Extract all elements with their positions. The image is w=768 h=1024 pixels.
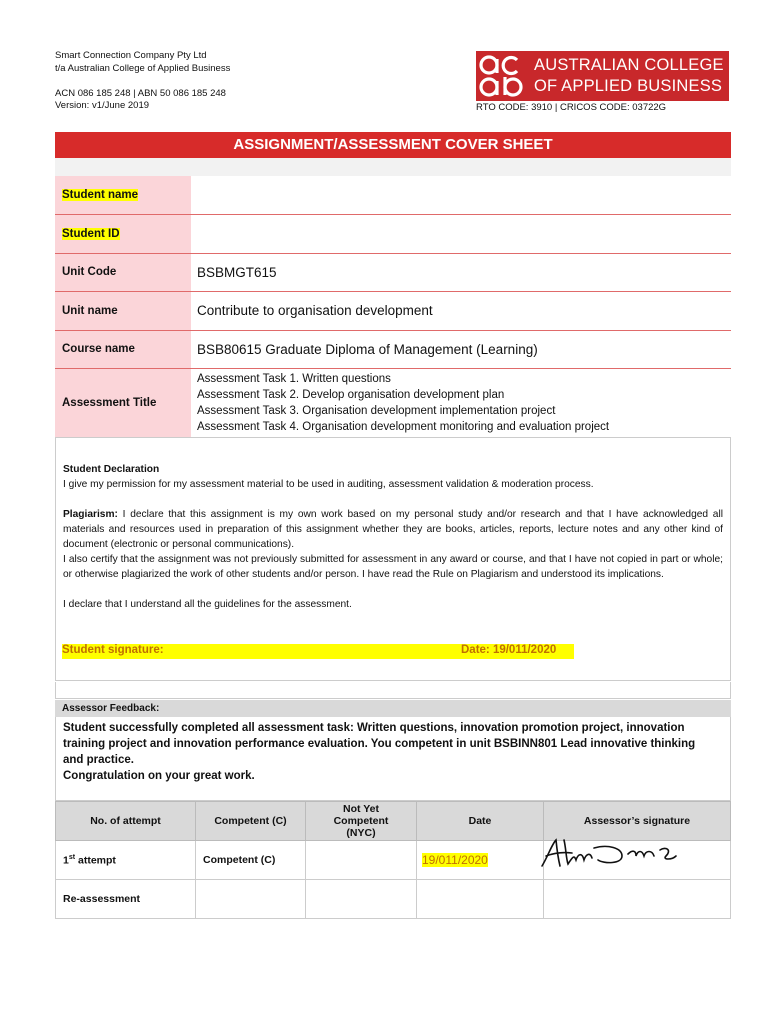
student-name-field[interactable] xyxy=(191,176,731,214)
student-id-field[interactable] xyxy=(191,214,731,253)
student-name-label: Student name xyxy=(55,176,191,214)
assessment-task: Assessment Task 2. Develop organisation development plan xyxy=(197,388,505,401)
reassessment-competent xyxy=(196,880,306,919)
declaration-permission: I give my permission for my assessment material to be used in auditing, assessment validation & moderation process. xyxy=(63,479,594,490)
company-line: Smart Connection Company Pty Ltd xyxy=(55,50,207,61)
unit-name-value: Contribute to organisation development xyxy=(191,291,731,330)
college-logo xyxy=(476,51,729,101)
student-signature-label: Student signature: xyxy=(62,644,164,656)
feedback-congrats: Congratulation on your great work. xyxy=(63,770,255,782)
student-info-table xyxy=(55,176,731,438)
page-title: ASSIGNMENT/ASSESSMENT COVER SHEET xyxy=(55,132,731,158)
college-name-line1: AUSTRALIAN COLLEGE xyxy=(534,56,724,74)
rto-code: RTO CODE: 3910 | CRICOS CODE: 03722G xyxy=(476,102,667,113)
reassessment-label: Re-assessment xyxy=(56,880,196,919)
reassessment-nyc xyxy=(306,880,417,919)
col-attempt: No. of attempt xyxy=(56,802,196,841)
acab-logo-icon xyxy=(476,51,526,101)
spacer-row xyxy=(55,682,731,699)
assessor-signature-image xyxy=(538,836,688,870)
assessment-task: Assessment Task 4. Organisation development monitoring and evaluation project xyxy=(197,420,610,433)
reassessment-date xyxy=(417,880,544,919)
company-info xyxy=(55,50,230,113)
feedback-paragraph: Student successfully completed all assessment task: Written questions, innovation promotion project, innovation training project and innovation performance evaluation. You competent in unit BSBINN801 Lead innovative thinking and practice. xyxy=(63,722,696,766)
assessment-task-list xyxy=(191,368,731,437)
col-assessor-signature: Assessor’s signature xyxy=(544,802,731,841)
declaration-heading: Student Declaration xyxy=(63,464,160,475)
unit-name-label: Unit name xyxy=(55,291,191,330)
unit-code-value: BSBMGT615 xyxy=(191,253,731,291)
spacer-strip xyxy=(55,158,731,176)
plagiarism-label: Plagiarism: xyxy=(63,509,118,520)
attempt-label: 1st attempt xyxy=(56,841,196,880)
student-date: Date: 19/011/2020 xyxy=(461,644,557,656)
assessment-title-label: Assessment Title xyxy=(55,368,191,437)
company-line: ACN 086 185 248 | ABN 50 086 185 248 xyxy=(55,87,226,99)
attempt-competent: Competent (C) xyxy=(196,841,306,880)
unit-code-label: Unit Code xyxy=(55,253,191,291)
company-line: t/a Australian College of Applied Business xyxy=(55,62,231,74)
col-date: Date xyxy=(417,802,544,841)
declaration-plagiarism xyxy=(63,507,723,552)
reassessment-signature xyxy=(544,880,731,919)
declaration-guidelines: I declare that I understand all the guidelines for the assessment. xyxy=(63,599,352,610)
col-competent: Competent (C) xyxy=(196,802,306,841)
attempt-nyc xyxy=(306,841,417,880)
assessor-feedback-box xyxy=(55,717,731,801)
student-signature-line[interactable] xyxy=(62,644,574,659)
declaration-certify: I also certify that the assignment was not previously submitted for assessment in any award or course, and that I have not copied in part or whole; or otherwise plagiarized the work of other students and/or person. I have read the Rule on Plagiarism and understood its implications. xyxy=(63,554,723,580)
assessor-feedback-text xyxy=(63,720,713,784)
college-name-line2: OF APPLIED BUSINESS xyxy=(534,77,723,95)
attempt-date: 19/011/2020 xyxy=(417,841,544,880)
declaration-text xyxy=(63,462,723,612)
course-name-label: Course name xyxy=(55,330,191,368)
course-name-value: BSB80615 Graduate Diploma of Management (Learning) xyxy=(191,330,731,368)
student-id-label: Student ID xyxy=(55,214,191,253)
company-line xyxy=(55,75,230,88)
college-name xyxy=(534,55,724,97)
col-nyc: Not Yet Competent (NYC) xyxy=(306,802,417,841)
assessment-task: Assessment Task 1. Written questions xyxy=(197,372,391,385)
plagiarism-text: I declare that this assignment is my own work based on my personal study and/or research and that I have acknowledged all materials and resources used in preparation of this assignment whether they are books, articles, reports, lecture notes and any other kind of document (electronic or personal communications). xyxy=(63,509,723,550)
assessment-task: Assessment Task 3. Organisation development implementation project xyxy=(197,404,556,417)
company-line: Version: v1/June 2019 xyxy=(55,100,150,111)
assessor-feedback-heading: Assessor Feedback: xyxy=(55,700,731,717)
